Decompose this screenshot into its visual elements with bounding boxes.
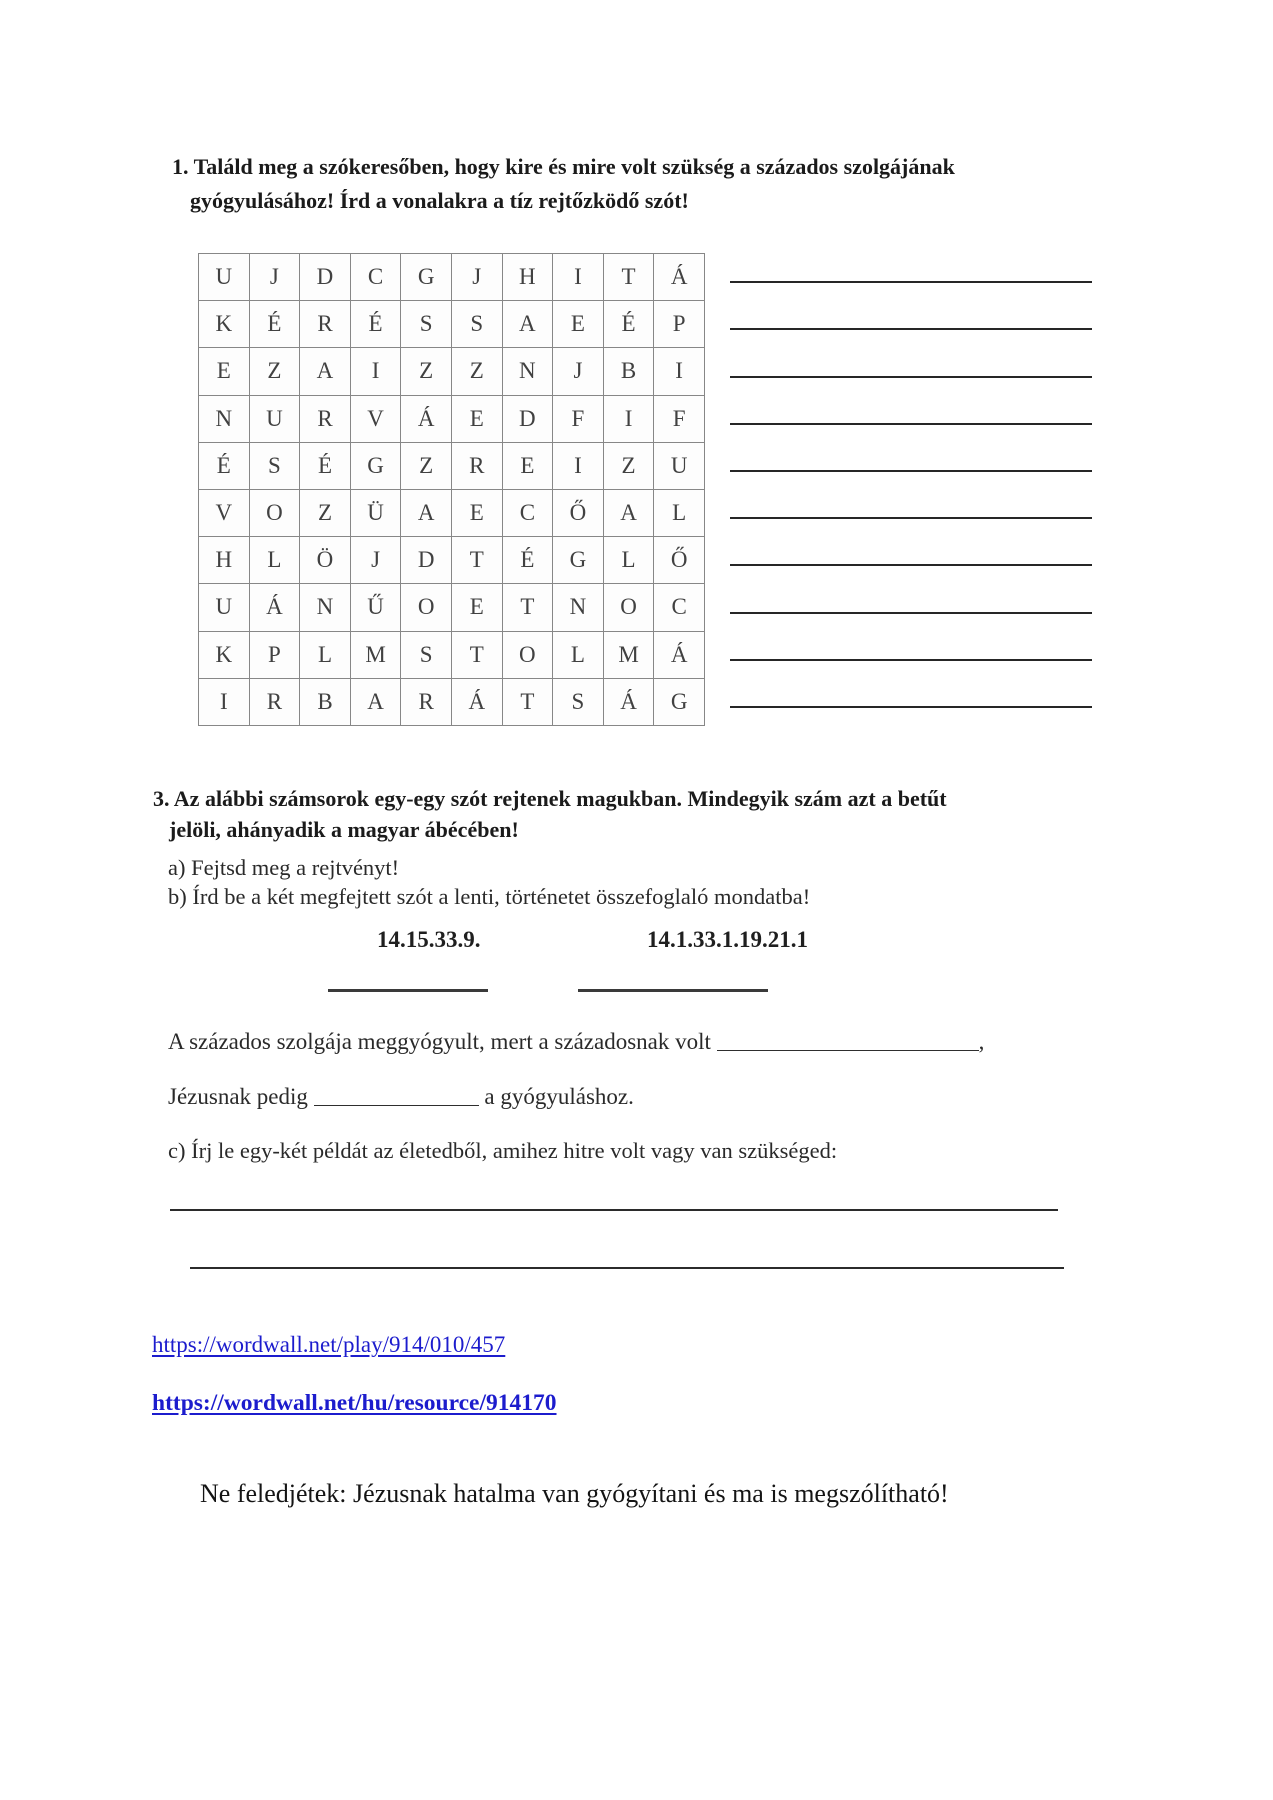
grid-cell: B: [300, 678, 351, 725]
word-search-grid: [198, 253, 705, 726]
summary-sentence-1-comma: ,: [978, 1029, 985, 1054]
summary-sentence-1: [168, 1026, 1128, 1057]
grid-cell: E: [451, 489, 502, 536]
grid-cell: D: [401, 537, 452, 584]
grid-row: [199, 631, 705, 678]
grid-row: [199, 537, 705, 584]
wordwall-resource-link[interactable]: https://wordwall.net/hu/resource/914170: [152, 1390, 557, 1416]
grid-cell: D: [502, 395, 553, 442]
grid-row: [199, 301, 705, 348]
grid-row: [199, 442, 705, 489]
grid-row: [199, 678, 705, 725]
grid-cell: Z: [451, 348, 502, 395]
summary-sentence-1-text: A százados szolgája meggyógyult, mert a századosnak volt: [168, 1029, 711, 1054]
answer-line: [730, 519, 1092, 566]
grid-cell: Á: [603, 678, 654, 725]
grid-cell: S: [401, 631, 452, 678]
answer-line: [730, 330, 1092, 377]
grid-cell: N: [553, 584, 604, 631]
grid-cell: Z: [300, 489, 351, 536]
grid-cell: G: [553, 537, 604, 584]
grid-cell: Z: [603, 442, 654, 489]
grid-row: [199, 395, 705, 442]
grid-cell: A: [502, 301, 553, 348]
grid-cell: O: [502, 631, 553, 678]
exercise3-item-a: a) Fejtsd meg a rejtvényt!: [168, 855, 400, 880]
code-answer-blank-1: [328, 978, 488, 992]
grid-cell: Z: [401, 348, 452, 395]
grid-cell: I: [603, 395, 654, 442]
grid-cell: F: [553, 395, 604, 442]
summary-sentence-2-text: Jézusnak pedig: [168, 1084, 308, 1109]
grid-cell: A: [350, 678, 401, 725]
grid-cell: J: [350, 537, 401, 584]
grid-cell: L: [553, 631, 604, 678]
grid-cell: N: [300, 584, 351, 631]
grid-row: [199, 584, 705, 631]
grid-cell: U: [199, 254, 250, 301]
grid-cell: Á: [654, 631, 705, 678]
grid-cell: I: [199, 678, 250, 725]
grid-cell: K: [199, 631, 250, 678]
grid-cell: Z: [401, 442, 452, 489]
grid-cell: G: [401, 254, 452, 301]
fill-in-blank-1: [717, 1028, 979, 1051]
grid-row: [199, 254, 705, 301]
grid-cell: M: [603, 631, 654, 678]
grid-cell: U: [654, 442, 705, 489]
grid-cell: S: [401, 301, 452, 348]
grid-cell: I: [654, 348, 705, 395]
grid-cell: É: [199, 442, 250, 489]
grid-cell: E: [451, 395, 502, 442]
grid-cell: O: [249, 489, 300, 536]
grid-cell: M: [350, 631, 401, 678]
grid-cell: J: [249, 254, 300, 301]
grid-cell: H: [199, 537, 250, 584]
grid-cell: A: [603, 489, 654, 536]
exercise3-item-c: c) Írj le egy-két példát az életedből, amihez hitre volt vagy van szükséged:: [168, 1138, 838, 1163]
grid-cell: N: [502, 348, 553, 395]
grid-cell: G: [654, 678, 705, 725]
grid-cell: P: [654, 301, 705, 348]
grid-cell: Á: [654, 254, 705, 301]
grid-cell: U: [199, 584, 250, 631]
exercise3-instruction-line1: 3. Az alábbi számsorok egy-egy szót rejtenek magukban. Mindegyik szám azt a betűt: [153, 786, 947, 811]
answer-line: [730, 425, 1092, 472]
writing-line-2: [190, 1255, 1064, 1269]
exercise1-instruction-line2: gyógyulásához! Írd a vonalakra a tíz rejtőzködő szót!: [190, 188, 689, 213]
answer-line: [730, 661, 1092, 708]
exercise1-instruction: [172, 150, 1112, 218]
grid-cell: K: [199, 301, 250, 348]
summary-sentence-2: [168, 1081, 1128, 1112]
grid-cell: O: [401, 584, 452, 631]
closing-message: Ne feledjétek: Jézusnak hatalma van gyógyítani és ma is megszólítható!: [200, 1479, 949, 1508]
grid-cell: S: [553, 678, 604, 725]
grid-cell: Ő: [553, 489, 604, 536]
grid-cell: P: [249, 631, 300, 678]
grid-cell: É: [300, 442, 351, 489]
answer-lines: [730, 236, 1092, 708]
fill-in-blank-2: [314, 1083, 479, 1106]
grid-cell: O: [603, 584, 654, 631]
writing-line-1: [170, 1197, 1058, 1211]
grid-cell: B: [603, 348, 654, 395]
grid-row: [199, 348, 705, 395]
grid-cell: R: [249, 678, 300, 725]
grid-cell: Á: [249, 584, 300, 631]
code-answer-blank-2: [578, 978, 768, 992]
number-code-2: 14.1.33.1.19.21.1: [647, 927, 808, 952]
grid-cell: J: [451, 254, 502, 301]
exercise1-instruction-line1: 1. Találd meg a szókeresőben, hogy kire és mire volt szükség a százados szolgájának: [172, 154, 955, 179]
grid-cell: S: [249, 442, 300, 489]
grid-cell: R: [300, 301, 351, 348]
grid-cell: É: [603, 301, 654, 348]
grid-cell: G: [350, 442, 401, 489]
grid-cell: V: [199, 489, 250, 536]
grid-cell: Ö: [300, 537, 351, 584]
grid-cell: T: [502, 678, 553, 725]
grid-cell: A: [300, 348, 351, 395]
grid-cell: E: [451, 584, 502, 631]
answer-line: [730, 378, 1092, 425]
grid-cell: D: [300, 254, 351, 301]
number-code-1: 14.15.33.9.: [377, 927, 481, 952]
grid-cell: T: [502, 584, 553, 631]
grid-cell: C: [350, 254, 401, 301]
summary-sentence-2-tail: a gyógyuláshoz.: [484, 1084, 634, 1109]
grid-cell: T: [603, 254, 654, 301]
grid-cell: C: [654, 584, 705, 631]
grid-cell: Ű: [350, 584, 401, 631]
answer-line: [730, 236, 1092, 283]
grid-cell: U: [249, 395, 300, 442]
answer-line: [730, 566, 1092, 613]
wordwall-play-link[interactable]: https://wordwall.net/play/914/010/457: [152, 1332, 506, 1357]
grid-cell: J: [553, 348, 604, 395]
grid-cell: H: [502, 254, 553, 301]
grid-cell: É: [502, 537, 553, 584]
grid-cell: C: [502, 489, 553, 536]
grid-cell: E: [553, 301, 604, 348]
grid-cell: I: [553, 254, 604, 301]
grid-cell: É: [249, 301, 300, 348]
grid-cell: A: [401, 489, 452, 536]
answer-line: [730, 614, 1092, 661]
grid-cell: N: [199, 395, 250, 442]
grid-cell: F: [654, 395, 705, 442]
grid-cell: É: [350, 301, 401, 348]
grid-cell: L: [249, 537, 300, 584]
grid-cell: R: [401, 678, 452, 725]
grid-cell: S: [451, 301, 502, 348]
grid-cell: R: [451, 442, 502, 489]
grid-cell: Ő: [654, 537, 705, 584]
grid-cell: Z: [249, 348, 300, 395]
exercise3-instruction-line2: jelöli, ahányadik a magyar ábécében!: [169, 817, 519, 842]
grid-cell: T: [451, 537, 502, 584]
grid-cell: E: [199, 348, 250, 395]
grid-cell: L: [603, 537, 654, 584]
grid-cell: I: [553, 442, 604, 489]
grid-cell: V: [350, 395, 401, 442]
exercise3-instruction: [153, 783, 1053, 845]
grid-cell: Á: [451, 678, 502, 725]
answer-line: [730, 283, 1092, 330]
grid-cell: L: [300, 631, 351, 678]
grid-cell: Ü: [350, 489, 401, 536]
grid-cell: T: [451, 631, 502, 678]
answer-line: [730, 472, 1092, 519]
grid-cell: R: [300, 395, 351, 442]
word-search-grid-body: [199, 254, 705, 726]
grid-cell: I: [350, 348, 401, 395]
grid-row: [199, 489, 705, 536]
grid-cell: Á: [401, 395, 452, 442]
grid-cell: L: [654, 489, 705, 536]
grid-cell: E: [502, 442, 553, 489]
exercise3-item-b: b) Írd be a két megfejtett szót a lenti, történetet összefoglaló mondatba!: [168, 884, 811, 909]
